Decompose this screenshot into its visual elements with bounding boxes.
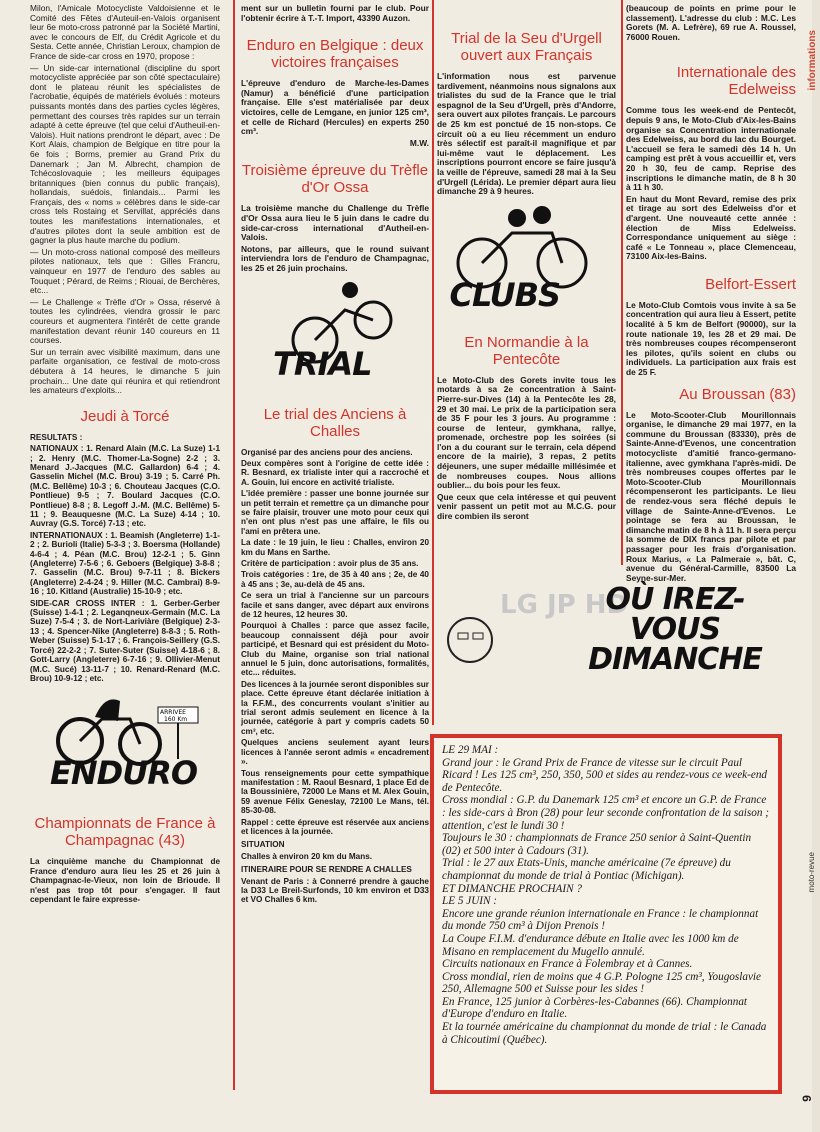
article-text: La cinquième manche du Championnat de France d'enduro aura lieu les 25 et 26 juin à Champagnac-le-Vieux, non loin de Brioude. Il n'est pas trop tôt pour s'engager. Il faut cependant le faire expresse- (30, 857, 220, 904)
headline-championnats: Championnats de France à Champagnac (43) (34, 815, 216, 850)
listing-line: Encore une grande réunion internationale en France : le championnat du monde 750 cm³ à Dijon Prenois ! (442, 907, 759, 933)
headline-seu: Trial de la Seu d'Urgell ouvert aux Français (451, 30, 602, 64)
article-text: L'idée première : passer une bonne journée sur un petit terrain et remettre ça un dimanche pour se faire plaisir, trouver une moto pour ceux qui n'en ont plus n'est pas une affaire, le fils ou l'ami en prêtera une. (241, 489, 429, 536)
watermark: LG JP HD (500, 590, 629, 620)
results-nationaux: NATIONAUX : 1. Renard Alain (M.C. La Suze) 1-1 ; 2. Henry (M.C. Thomer-La-Sogne) 2-2 ; 3. Menard J.-Jacques (M.C. Gallardon) 6-4 ; 4. Gasselin Michel (M.C. Brou) 3-19 ; 5. Carré Ph. (M.C. Bellême) 10-3 ; 6. Chouteau Jacques (C.O. Pontlieue) 9-5 ; 7. Boulard Jacques (C.O. Pontlieue) 8-8 ; 8. Legoff J.-M. (M.C. Bellême) 5-11 ; 9. Beauquesne (M.C. La Suze) 4-14 ; 10. Auvray (G.S. Torcé) 7-13 ; etc. (30, 444, 220, 529)
article-text: Milon, l'Amicale Motocycliste Valdoisienne et le Comité des Fêtes d'Auteuil-en-Valois organisent leur 6e moto-cross patronné par la Société Martini, avec le concours de Elf, du Crédit Agricole et du Sesta. Cette année, Christian Leroux, champion de France de side-car cross en 1970, propose : (30, 3, 220, 61)
article-text: Rappel : cette épreuve est réservée aux anciens et licences à la journée. (241, 817, 429, 836)
listing-line: Cross mondial, rien de moins que 4 G.P. Pologne 125 cm³, Yougoslavie 250, Allemagne 500 et Suisse pour les sides ! (442, 970, 761, 996)
headline-normandie: En Normandie à la Pentecôte (464, 333, 589, 368)
enduro-logo: ENDURO (50, 754, 198, 793)
headline-torce: Jeudi à Torcé (80, 407, 170, 425)
listing-line: En France, 125 junior à Corbères-les-Cabannes (66). Championnat d'Europe d'enduro en Italie. (442, 995, 748, 1021)
right-margin (812, 0, 820, 1132)
ou-irez-vous-box (430, 734, 782, 1094)
article-text: Challes à environ 20 km du Mans. (241, 851, 373, 861)
enduro-illustration (40, 689, 210, 809)
listing-line: LE 5 JUIN : (442, 895, 497, 908)
headline-anciens: Le trial des Anciens à Challes (263, 405, 407, 440)
article-text: L'épreuve d'enduro de Marche-les-Dames (Namur) a bénéficié d'une participation française. Elle s'est matérialisée par deux victoires, celle de Lemgane, en junior 125 cm³, et celle de Richard (Hercules) en experts 250 cm³. (241, 78, 429, 137)
article-text: Venant de Paris : à Connerré prendre à gauche la D33 Le Breil-Surfonds, 10 km environ et D33 et VO Challes 6 km. (241, 876, 429, 905)
magazine-name: moto-revue (807, 851, 816, 892)
listing-line: Circuits nationaux en France à Folembray et à Cannes. (442, 958, 693, 971)
results-heading: RESULTATS : (30, 432, 83, 442)
results-sidecar: SIDE-CAR CROSS INTER : 1. Gerber-Gerber (Suisse) 1-4-1 ; 2. Leganqneux-Germain (M.C. La Suze) 7-5-4 ; 3. de Nort-Lariviàre (Belgique) 2-3-13 ; 4. Spencer-Nike (Angleterre) 8-8-3 ; 5. Roth-Weber (Suisse) 5-1-17 ; 6. François-Seillery (G.S. Torcé) 22-2-2 ; 7. Suter-Suter (Suisse) 4-18-6 ; 8. Gott-Larry (Angleterre) 6-7-16 ; 9. Ollivier-Menut (M.C. Sucé) 13-11-7 ; 10. Renard-Renard (M.C. Brou) 10-9-12 ; etc. (30, 598, 220, 683)
listing-line: LE 29 MAI : (442, 744, 499, 756)
column-rule (233, 0, 235, 1090)
article-text: Que ceux que cela intéresse et qui peuvent venir passent un petit mot au M.C.G. pour dire combien ils seront (437, 491, 616, 522)
article-text: L'information nous est parvenue tardivement, néanmoins nous signalons aux trialistes du sud de la France que le trial espagnol de la Seu d'Urgell, près d'Andorre, sera ouvert aux pilotes français. Le parcours de 25 km est ponctué de 15 non-stops. Ce circuit où a eu lieu récemment un enduro très sélectif est paraît-il magnifique et par lui-même vaut le déplacement. Les inscriptions pourront encore se faire jusqu'à la veille de l'épreuve, samedi 28 mai à la Seu d'Urgell (Lérida). Le premier départ aura lieu dimanche 29 à 9 heures. (437, 71, 616, 197)
headline-edelweiss: Internationale des Edelweiss (676, 64, 796, 99)
article-text: ment sur un bulletin fourni par le club. Pour l'obtenir écrire à T.-T. Import, 43390 Auzon. (241, 3, 429, 23)
listing-line: ET DIMANCHE PROCHAIN ? (442, 882, 582, 895)
article-text: Comme tous les week-end de Pentecôt, depuis 9 ans, le Moto-Club d'Aix-les-Bains organise sa Concentration internationale des Edelweiss, au bord du lac du Bourget. L'accueil se fera le samedi dès 14 h. Un camping est prêt à vous accueillir et, vers 20 h 30, feu de camp. Reprise des inscriptions le dimanche matin, de 8 h 30 à 11 h 30. (626, 105, 796, 193)
column-3 (437, 0, 616, 524)
article-text: — Le Challenge « Trèfle d'Or » Ossa, réservé à toutes les cylindrées, viendra grossir le parc coureurs et augmentera l'intérêt de cette grande manifestation devant réunir 140 coureurs en 11 courses. (30, 296, 220, 346)
article-text: Critère de participation : avoir plus de 35 ans. (241, 558, 419, 568)
arrival-sign: ARRIVEE (160, 709, 186, 717)
article-text: Le Moto-Club des Gorets invite tous les motards à sa 2e concentration à Saint-Pierre-sur-Dives (14) à la Pentecôte les 28, 29 et 30 mai. Le prix de la participation sera de 35 F pour les 3 jours. Au programme : course de lenteur, gymkhana, rallye, promenade, orchestre pop les soirées (si l'on a du courant sur le terrain, cela dépend encore de la mairie), 3 repas, 2 petits déjeuners, une super médaille millésimée et de nombreuses coupes. Nous allions oublier... du bois pour les feux. (437, 374, 616, 491)
results-internationaux: INTERNATIONAUX : 1. Beamish (Angleterre) 1-1-2 ; 2. Burioli (Italie) 5-3-3 ; 3. Boersma (Hollande) 4-6-4 ; 4. Péan (M.C. Brou) 12-2-1 ; 5. Ginn (Angleterre) 7-5-6 ; 6. Geboers (Belgique) 3-8-8 ; 7. Gasselin (M.C. Brou) 9-7-11 ; 8. Bickers (Angleterre) 2-4-24 ; 9. Hiller (M.C. Cambrai) 8-9-16 ; 10. Kitland (Australie) 15-10-9 ; etc. (30, 530, 220, 597)
clubs-logo: CLUBS (449, 275, 561, 314)
article-text: Des licences à la journée seront disponibles sur place. Cette épreuve étant déclarée initiation à la F.F.M., des concurrents voulant s'initier au trial seront admis seulement en licence à la journée, catégorie à part y compris cadets 50 cm³, etc. (241, 679, 429, 736)
column-2 (241, 0, 429, 907)
section-heading: ITINERAIRE POUR SE RENDRE A CHALLES (241, 865, 412, 875)
ou-irez-vous-logo: OÙ IREZ-VOUS DIMANCHE (588, 582, 762, 677)
headline-broussan: Au Broussan (83) (679, 385, 796, 403)
column-1 (30, 0, 220, 906)
article-text: Pourquoi à Challes : parce que assez facile, beaucoup connaissent déjà pour avoir participé, et Besnard qui est président du Moto-Club du Maine, organise son trial national annuel le 5 juin, donc autorisations, formalités, etc... réduites. (241, 621, 429, 678)
headline-belgique: Enduro en Belgique : deux victoires françaises (246, 37, 424, 72)
article-text: Trois catégories : 1re, de 35 à 40 ans ; 2e, de 40 à 45 ans ; 3e, au-delà de 45 ans. (241, 570, 429, 589)
headline-belfort: Belfort-Essert (705, 275, 796, 293)
listing-line: Grand jour : le Grand Prix de France de vitesse sur le circuit Paul Ricard ! Les 125 cm³, 250, 350, 500 et sides au rendez-vous ce week-end de Pentecôte. (442, 756, 768, 794)
author-signature: M.W. (409, 137, 429, 148)
article-text: Le Moto-Club Comtois vous invite à sa 5e concentration qui aura lieu à Essert, petite localité à 5 km de Belfort (90000), sur la route nationale 19, les 28 et 29 mai. De très nombreuses coupes récompenseront les pilotes, qu'ils soient en clubs ou individuels. La participation aux frais est de 25 F. (626, 299, 796, 378)
article-text: Sur un terrain avec visibilité maximum, dans une parfaite organisation, ce festival de moto-cross débutera à 14 heures, le dimanche 5 juin prochain... Une date qui réunira et qui retiendront les amateurs d'exploits... (30, 346, 220, 396)
svg-text:160 Km: 160 Km (164, 716, 188, 724)
listing-line: Et la tournée américaine du championnat du monde de trial : le Canada à Chicoutimi (Québec). (442, 1021, 767, 1046)
column-4 (626, 0, 796, 585)
article-text: Deux compères sont à l'origine de cette idée : R. Besnard, ex trialiste inter qui a raccroché et A. Gouin, lui encore en activité trialiste. (241, 458, 429, 487)
headline-trefle: Troisième épreuve du Trèfle d'Or Ossa (241, 162, 429, 197)
article-text: — Un side-car international (discipline du sport motocycliste appréciée par son côté spectaculaire) dont le plateau réunit les spécialistes de l'acrobatie, équipés de matériels évolués : moteurs puissants montés dans des parties cycles légères, permettant des courses très rapides sur un terrain adapté à cette épreuve (tel que celui d'Autheuil-en-Valois). Huit nations prendront le départ, avec : De Kort Alais, champion de Belgique en titre pour la 6e fois ; Borms, premier au Grand Prix du Danemark ; Jan M. Albrecht, champion de Tchécoslovaquie ; les meilleurs équipages britanniques (bien connus du public français), hollandais, suédois, finlandais... Parmi les Français, des « noms » célèbres dans le side-car cross tels Rostaing et Servillat, appréciés dans toutes les manifestations internationales, et d'autres pilotes dont la seule ambition est de gagner la plus haute marche du podium. (30, 62, 220, 246)
article-text: (beaucoup de points en prime pour le classement). L'adresse du club : M.C. Les Gorets (M. A. Lefrère), 69 rue A. Roussel, 76000 Rouen. (626, 3, 796, 42)
page-number: 9 (800, 1095, 814, 1102)
column-rule (432, 0, 434, 725)
listing-line: La Coupe F.I.M. d'endurance débute en Italie avec les 1000 km de Misano en remplacement du Mugello annulé. (442, 932, 739, 958)
article-text: Tous renseignements pour cette sympathique manifestation : M. Raoul Besnard, 1 place Ed de la Boussinière, 72000 Le Mans et M. Alex Gouin, 59 avenue Félix Geneslay, 72100 Le Mans, tél. 85-30-08. (241, 768, 429, 816)
running-head: informations (807, 30, 818, 91)
article-text: Organisé par des anciens pour des anciens. (241, 447, 413, 457)
trial-logo: TRIAL (273, 344, 372, 383)
section-heading: SITUATION (241, 840, 285, 850)
article-text: Quelques anciens seulement ayant leurs licences à l'année seront admis « encadrement ». (241, 738, 429, 767)
listing-line: Toujours le 30 : championnats de France 250 senior à Saint-Quentin (02) et 500 inter à Cadours (31). (442, 832, 752, 857)
article-text: En haut du Mont Revard, remise des prix et tirage au sort des Edelweiss d'or et d'argent. Une nouveauté cette année : élection de Miss Edelweiss. Correspondance uniquement au siège : café « Le Tonneau », place Clemenceau, 73100 Aix-les-Bains. (626, 193, 796, 262)
clubs-illustration (442, 203, 612, 328)
article-text: Ce sera un trial à l'ancienne sur un parcours facile et sans danger, avec départ aux environs de 12 heures, 12 heures 30. (241, 591, 429, 619)
article-text: La troisième manche du Challenge du Trèfle d'Or Ossa aura lieu le 5 juin dans le cadre du side-car-cross international d'Autheil-en-Valois. (241, 203, 429, 243)
article-text: — Un moto-cross national composé des meilleurs pilotes nationaux, tels que : Gilles Francru, vainqueur en 1977 de l'enduro des sables au Touquet ; Pérard, de Reims ; Riouai, de Berchères, etc... (30, 246, 220, 296)
column-rule (621, 0, 623, 565)
listing-line: Cross mondial : G.P. du Danemark 125 cm³ et encore un G.P. de France : les side-cars à Bron (28) pour leur seconde confrontation de la saison ; attention, c'est le lundi 30 ! (442, 794, 769, 832)
ou-irez-vous-header (440, 582, 780, 730)
article-text: La date : le 19 juin, le lieu : Challes, environ 20 km du Mans en Sarthe. (241, 538, 429, 557)
trial-illustration (255, 280, 415, 400)
listing-line: Trial : le 27 aux Etats-Unis, manche américaine (7e épreuve) du championnat du monde de trial à Pontiac (Michigan). (442, 857, 731, 882)
article-text: Le Moto-Scooter-Club Mourillonnais organise, le dimanche 29 mai 1977, en la commune du Broussan (83330), près de Sainte-Anne-d'Evenos, une concentration motocycliste d'amitié franco-germano-italienne, avec gymkhana l'après-midi. De très nombreuses coupes offertes par le Moto-Scooter-Club Mourillonnais récompenseront les participants. Le lieu de rendez-vous sera fléché depuis le village de Sainte-Anne-d'Evenos. Le pointage se fera au Broussan, le dimanche matin de 8 h à 11 h. Il sera perçu la somme de DIX francs par pilote et par passager pour les frais d'organisation. Roux Marius, « La Palmeraie », bât. C, avenue du Général-Carmille, 83500 La Seyne-sur-Mer. (626, 409, 796, 583)
article-text: Notons, par ailleurs, que le round suivant interviendra lors de l'enduro de Champagnac, les 25 et 26 juin prochains. (241, 243, 429, 273)
